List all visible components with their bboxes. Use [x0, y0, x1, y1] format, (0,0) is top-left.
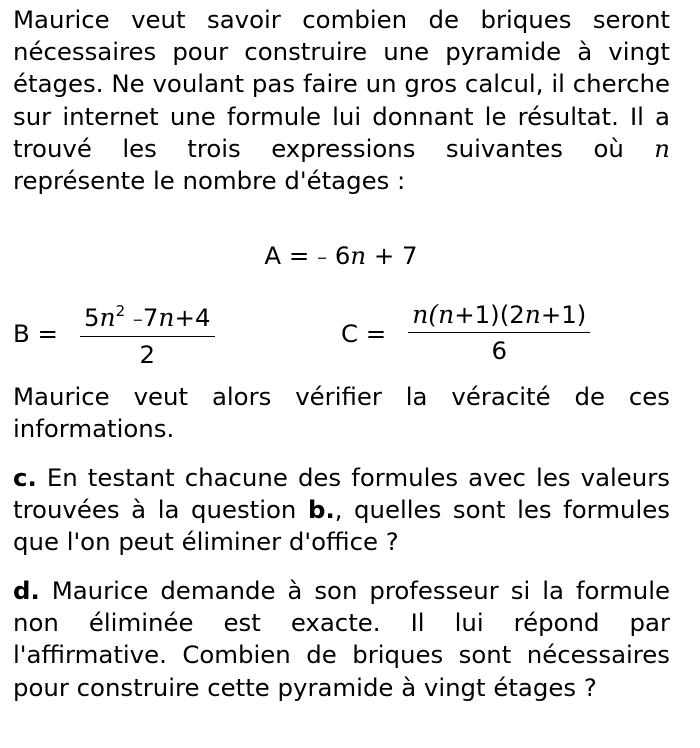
formula-b-numerator [80, 296, 215, 337]
formula-a-rest: + 7 [373, 241, 418, 270]
b-var1: n [99, 302, 116, 332]
formula-b-denominator: 2 [139, 339, 155, 369]
c-var1: n [412, 299, 429, 329]
formula-a-var: n [350, 241, 367, 270]
b-var2: n [158, 302, 175, 332]
question-d-label: d. [13, 576, 40, 605]
question-c-label: c. [13, 463, 37, 492]
c-var2: n [438, 299, 455, 329]
intro-text-1: Maurice veut savoir combien de briques seront nécessaires pour construire une pyramide à vingt étages. Ne voulant pas faire un gros calcul, il cherche sur internet une formule lui donnant le résultat. Il a trouvé les trois expressions suivantes où [13, 5, 670, 163]
formula-b [13, 298, 215, 368]
question-c-text-2: , quelles sont les formules que l'on peut éliminer d'office ? [13, 495, 670, 557]
question-c-ref: b. [307, 495, 335, 525]
question-d-text: Maurice demande à son professeur si la formule non éliminée est exacte. Il lui répond par l'affirmative. Combien de briques sont nécessaires pour construire cette pyramide à vingt étages ? [13, 576, 670, 702]
formula-a-lhs: A = [264, 241, 310, 270]
formula-a [0, 240, 682, 273]
formula-c-lhs: C = [341, 318, 387, 348]
formula-b-fraction [80, 296, 215, 371]
formula-a-coef: 6 [334, 241, 351, 270]
verification-paragraph: Maurice veut alors vérifier la véracité de ces informations. [13, 382, 670, 444]
formula-c-denominator: 6 [491, 335, 508, 365]
variable-n: n [654, 133, 670, 163]
c-p1: ( [428, 299, 439, 329]
question-c-text-1: En testant chacune des formules avec les valeurs trouvées à la question [13, 463, 670, 525]
b-rest: +4 [174, 302, 211, 332]
formula-a-minus: – [317, 245, 328, 269]
c-p2: +1)(2 [454, 299, 525, 329]
c-var3: n [524, 299, 541, 329]
b-c1: 5 [83, 302, 100, 332]
formula-c [341, 298, 590, 368]
exercise-document [13, 4, 670, 197]
b-c2: 7 [142, 302, 159, 332]
question-d [13, 575, 670, 704]
question-c [13, 462, 670, 559]
b-exponent: 2 [115, 301, 126, 320]
formula-b-lhs: B = [13, 318, 58, 348]
formula-c-fraction [408, 300, 590, 367]
intro-paragraph [13, 4, 670, 197]
fraction-formulas [13, 298, 670, 368]
intro-text-2: représente le nombre d'étages : [13, 166, 406, 196]
b-minus: – [132, 306, 143, 331]
formula-c-numerator [408, 300, 590, 333]
c-p3: +1) [540, 299, 587, 329]
